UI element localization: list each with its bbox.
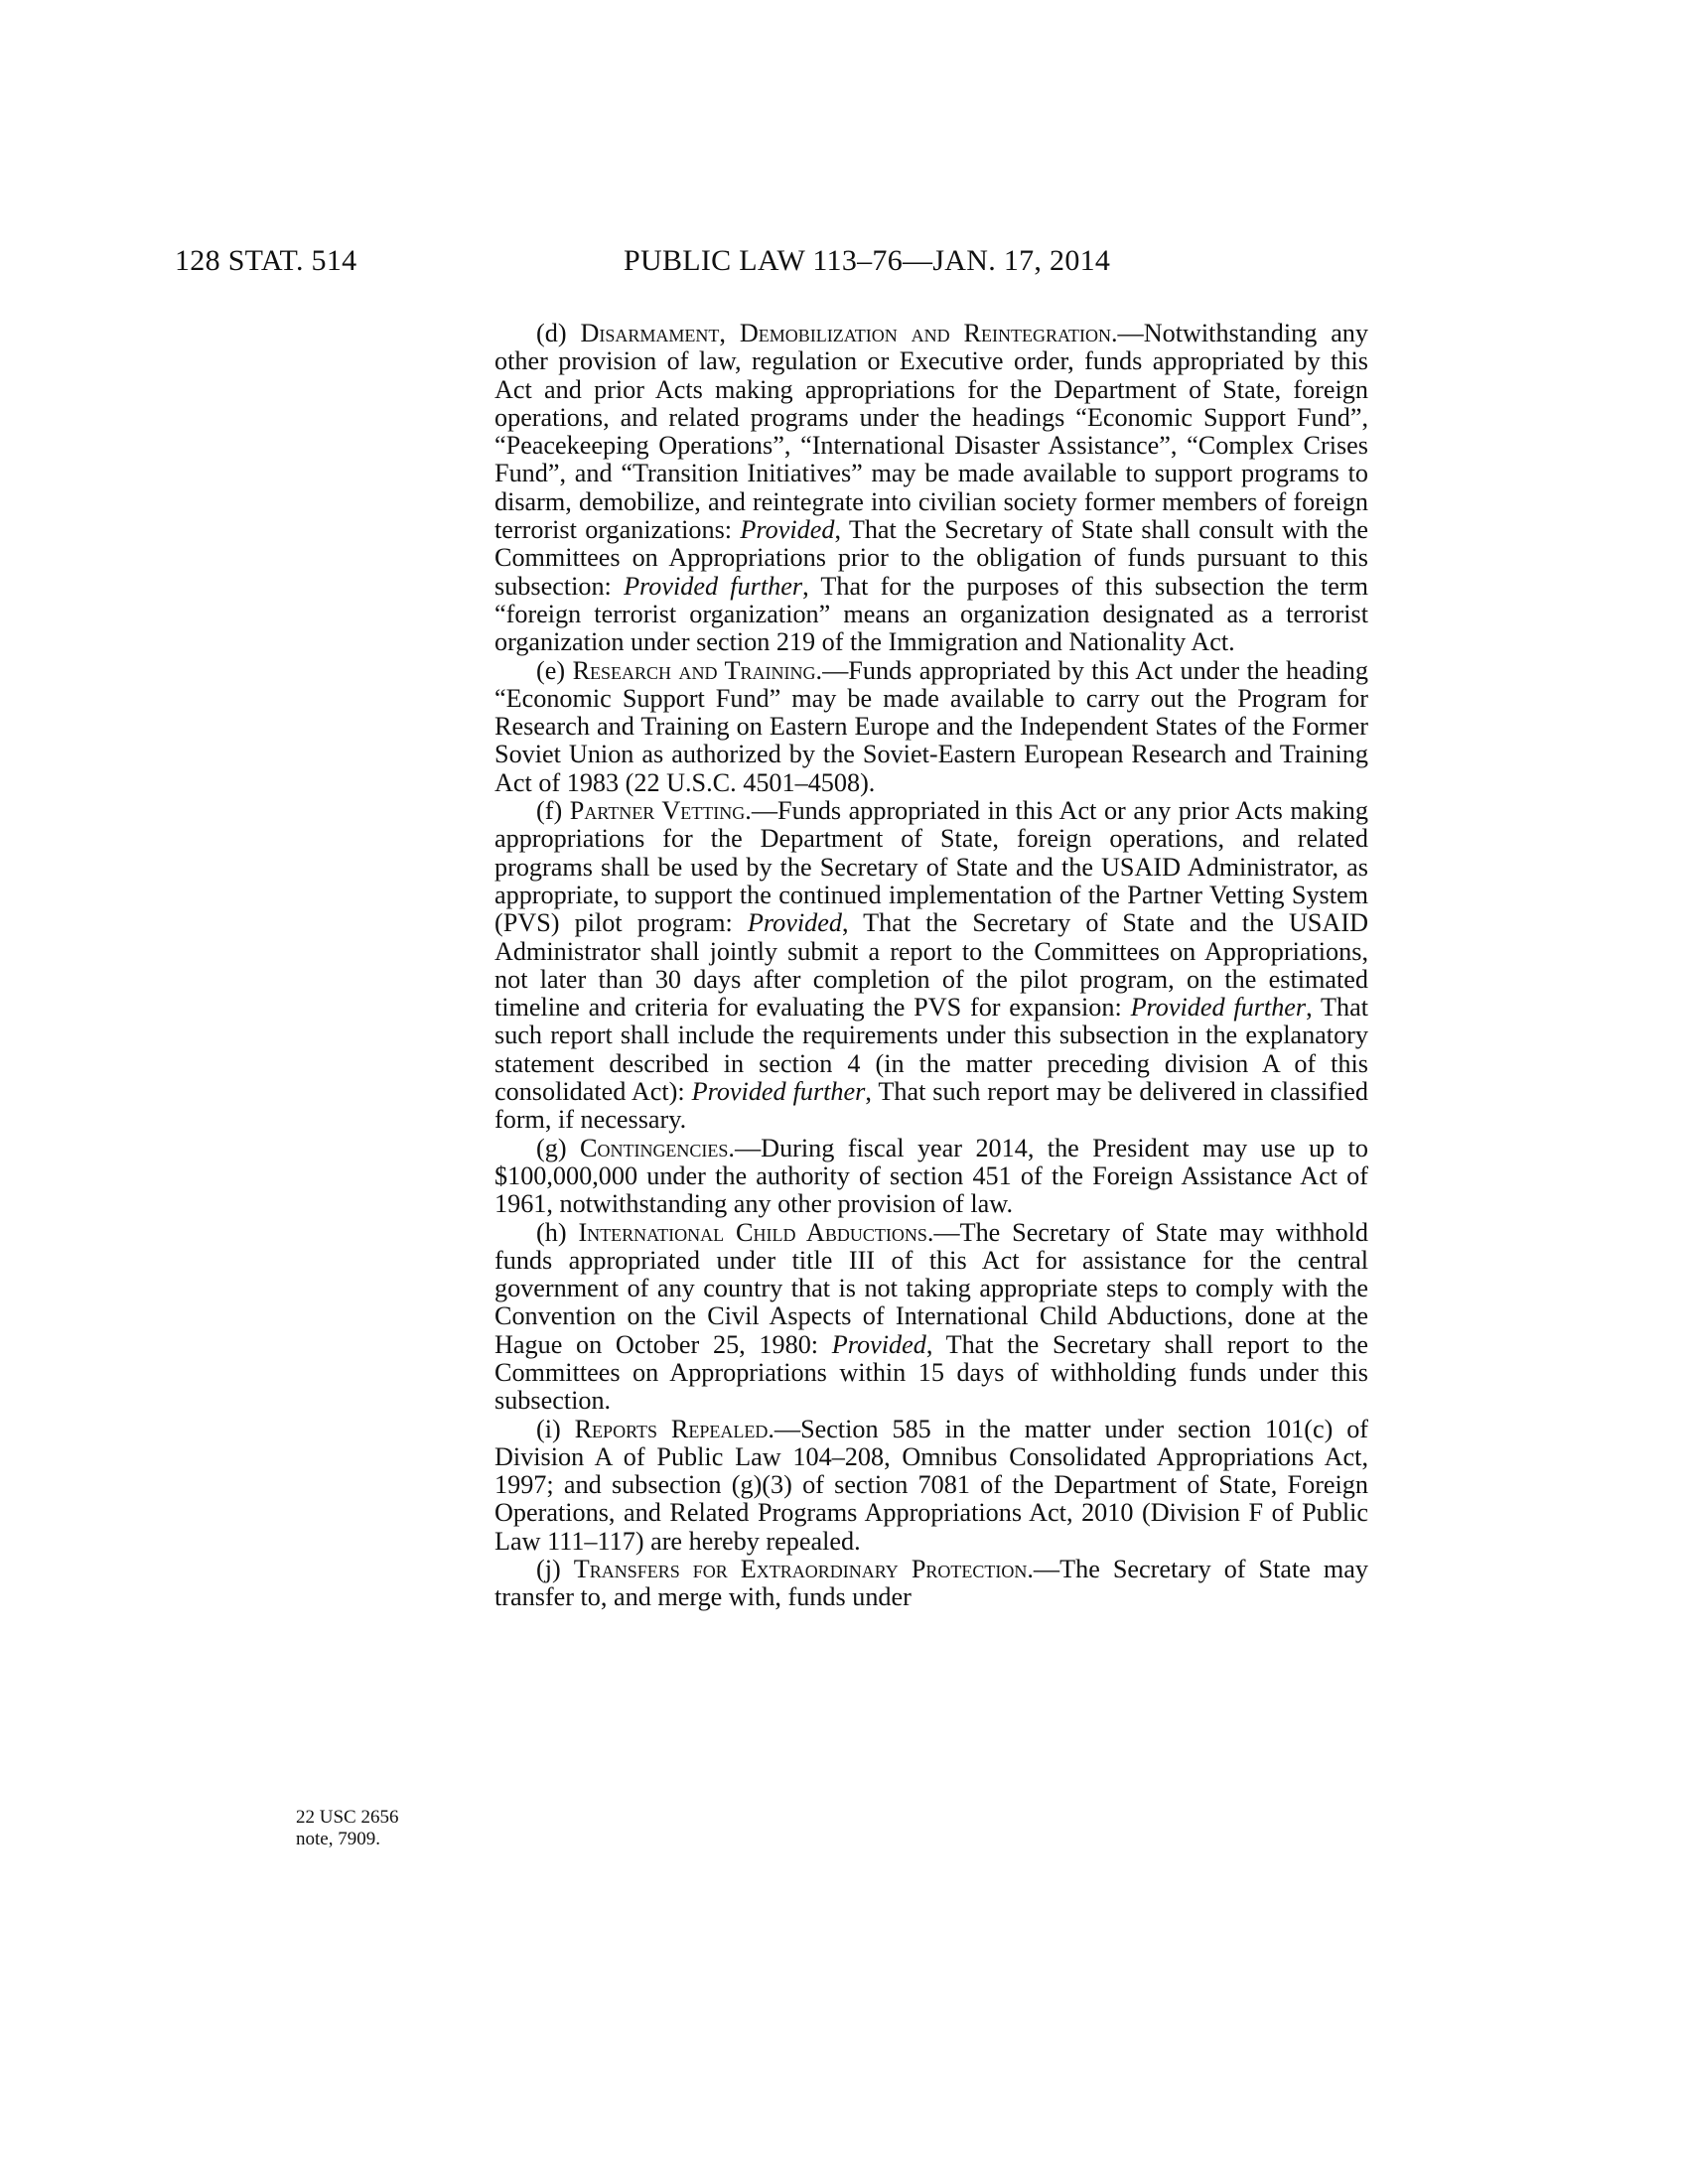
paragraph-label: (f) — [536, 796, 570, 826]
paragraph-label: (g) — [536, 1133, 580, 1162]
margin-note-line: 22 USC 2656 — [296, 1807, 399, 1828]
paragraph-text: , That such report shall include the requirements under this subsection in the explanatory statement described in section 4 (in the matter preceding division A of this consolidated Act): — [494, 993, 1368, 1107]
paragraph-heading: Research and Training. — [572, 655, 823, 685]
paragraph-text: , That the Secretary of State and the USAID Administrator shall jointly submit a report to the Committees on Appropriations, not later than 30 days after completion of the pilot program, on the estimated timeline and criteria for evaluating the PVS for expansion: — [494, 908, 1368, 1023]
paragraph-d — [494, 320, 1368, 657]
paragraph-i — [494, 1416, 1368, 1556]
paragraph-text: —Funds appropriated in this Act or any prior Acts making appropriations for the Department of State, foreign operations, and related programs shall be used by the Secretary of State and the USAID Administrator, as appropriate, to support the continued implementation of the Partner Vetting System (PVS) pilot program: — [494, 796, 1368, 938]
provided-clause: Provided — [831, 1329, 926, 1359]
paragraph-heading: International Child Abductions. — [578, 1217, 934, 1247]
paragraph-text: , That such report may be delivered in classified form, if necessary. — [494, 1077, 1369, 1135]
paragraph-text: , That the Secretary shall report to the Committees on Appropriations within 15 days of withholding funds under this subsection. — [494, 1329, 1368, 1416]
provided-clause: Provided — [740, 515, 835, 545]
paragraph-h — [494, 1219, 1368, 1416]
paragraph-label: (i) — [536, 1414, 575, 1443]
paragraph-text: —Notwithstanding any other provision of law, regulation or Executive order, funds appropriated by this Act and prior Acts making appropriations for the Department of State, foreign operations, and related programs under the headings “Economic Support Fund”, “Peacekeeping Operations”, “International Disaster Assistance”, “Complex Crises Fund”, and “Transition Initiatives” may be made available to support programs to disarm, demobilize, and reintegrate into civilian society former members of foreign terrorist organizations: — [494, 319, 1368, 545]
paragraph-f — [494, 797, 1368, 1135]
paragraph-e — [494, 657, 1368, 797]
paragraph-text: —Section 585 in the matter under section 101(c) of Division A of Public Law 104–208, Omnibus Consolidated Appropriations Act, 1997; and subsection (g)(3) of section 7081 of the Department of State, Foreign Operations, and Related Programs Appropriations Act, 2010 (Division F of Public Law 111–117) are hereby repealed. — [494, 1414, 1369, 1556]
public-law-title: PUBLIC LAW 113–76—JAN. 17, 2014 — [624, 244, 1111, 277]
paragraph-heading: Contingencies. — [579, 1133, 735, 1162]
paragraph-label: (h) — [536, 1217, 579, 1247]
provided-clause: Provided further — [624, 571, 803, 601]
paragraph-text: —Funds appropriated by this Act under the heading “Economic Support Fund” may be made available to carry out the Program for Research and Training on Eastern Europe and the Independent States of the Former Soviet Union as authorized by the Soviet-Eastern European Research and Training Act of 1983 (22 U.S.C. 4501–4508). — [494, 655, 1368, 797]
paragraph-text: —The Secretary of State may withhold funds appropriated under title III of this Act for assistance for the central government of any country that is not taking appropriate steps to comply with the Convention on the Civil Aspects of International Child Abductions, done at the Hague on October 25, 1980: — [494, 1217, 1368, 1359]
provided-clause: Provided — [747, 908, 842, 938]
paragraph-label: (d) — [536, 319, 581, 347]
margin-citation-note — [296, 1807, 455, 1850]
document-body — [494, 320, 1368, 1612]
paragraph-j — [494, 1556, 1368, 1612]
paragraph-heading: Transfers for Extraordinary Protection. — [573, 1555, 1034, 1584]
paragraph-label: (j) — [536, 1555, 574, 1584]
provided-clause: Provided further — [691, 1077, 866, 1107]
paragraph-g — [494, 1135, 1368, 1219]
margin-note-line: note, 7909. — [296, 1829, 380, 1849]
paragraph-heading: Partner Vetting. — [569, 796, 752, 826]
paragraph-heading: Reports Repealed. — [574, 1414, 774, 1443]
paragraph-text: —During fiscal year 2014, the President may use up to $100,000,000 under the authority of section 451 of the Foreign Assistance Act of 1961, notwithstanding any other provision of law. — [494, 1133, 1368, 1219]
paragraph-text: , That for the purposes of this subsection the term “foreign terrorist organization” means an organization designated as a terrorist organization under section 219 of the Immigration and Nationality Act. — [494, 571, 1368, 657]
paragraph-heading: Disarmament, Demobilization and Reintegration. — [580, 319, 1118, 347]
statute-reference: 128 STAT. 514 — [175, 244, 357, 277]
paragraph-text: , That the Secretary of State shall consult with the Committees on Appropriations prior to the obligation of funds pursuant to this subsection: — [494, 515, 1368, 601]
paragraph-text: —The Secretary of State may transfer to, and merge with, funds under — [494, 1555, 1368, 1612]
paragraph-label: (e) — [536, 655, 573, 685]
provided-clause: Provided further — [1130, 993, 1307, 1023]
